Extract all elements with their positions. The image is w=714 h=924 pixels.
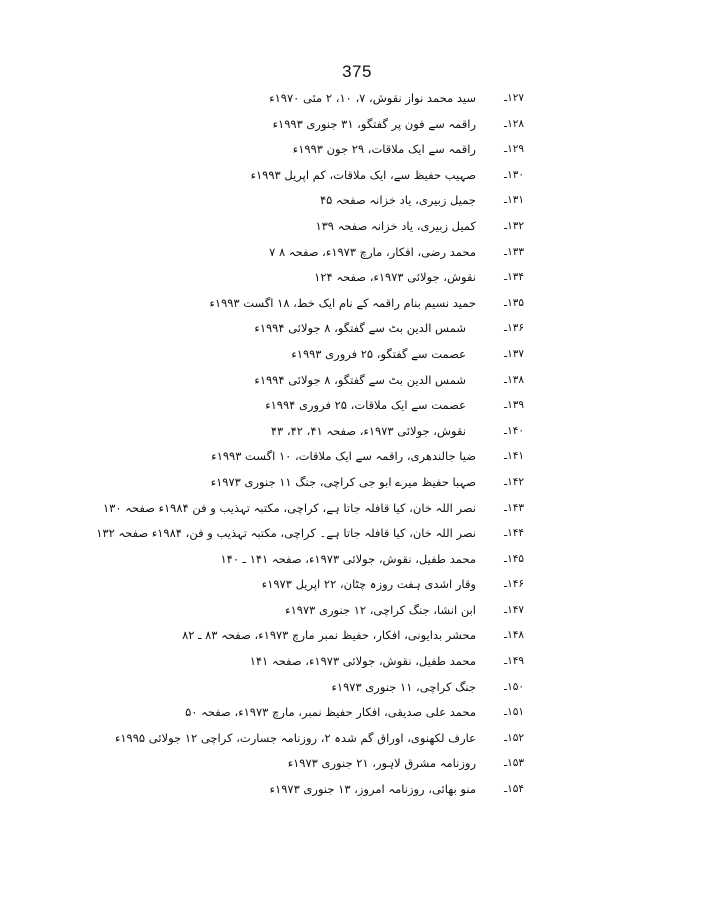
endnote-153 [200,751,530,777]
endnote-text: حمید نسیم بنام راقمہ کے نام ایک خط، ۱۸ اگست ۱۹۹۳ء [209,295,476,310]
endnotes-list [96,86,530,803]
endnote-text: نصر اللہ خان، کیا قافلہ جاتا ہے۔ کراچی، مکتبہ تہذیب و فن، ۱۹۸۴ء صفحہ ۱۳۲ [96,526,476,541]
endnote-text: روزنامہ مشرق لاہور، ۲۱ جنوری ۱۹۷۳ء [287,756,476,771]
endnote-number: ۱۳۸ـ [504,373,524,386]
endnote-number: ۱۲۸ـ [504,117,524,130]
endnote-number: ۱۴۴ـ [504,527,524,540]
endnote-142 [200,470,530,496]
endnote-number: ۱۳۴ـ [504,271,524,284]
endnote-text: نقوش، جولائی ۱۹۷۳ء، صفحہ ۱۲۴ [314,270,476,285]
endnote-number: ۱۴۰ـ [504,424,524,437]
endnote-143 [103,496,530,522]
endnote-number: ۱۳۶ـ [504,322,524,335]
endnote-text: منو بھائی، روزنامہ امروز، ۱۳ جنوری ۱۹۷۳ء [269,782,476,797]
endnote-text: محشر بدایونی، افکار، حفیظ نمبر مارچ ۱۹۷۳ء، صفحہ ۸۳ ـ ۸۲ [182,628,476,643]
endnote-138 [200,368,530,394]
endnote-130 [200,163,530,189]
endnote-number: ۱۲۹ـ [504,143,524,156]
endnote-127 [200,86,530,112]
endnote-text: سید محمد نواز نقوش، ۷، ۱۰، ۲ مئی ۱۹۷۰ء [269,91,476,105]
endnote-text: شمس الدین بٹ سے گفتگو، ۸ جولائی ۱۹۹۴ء [254,321,466,336]
endnote-141 [200,444,530,470]
endnote-134 [200,265,530,291]
endnote-text: محمد علی صدیقی، افکار حفیظ نمبر، مارچ ۱۹۷۳ء، صفحہ ۵۰ [185,705,476,720]
endnote-number: ۱۵۲ـ [504,731,524,744]
endnote-number: ۱۴۲ـ [504,475,524,488]
endnote-number: ۱۴۸ـ [504,629,524,642]
endnote-number: ۱۳۵ـ [504,296,524,309]
endnote-number: ۱۳۹ـ [504,399,524,412]
endnote-number: ۱۴۱ـ [504,450,524,463]
endnote-140 [200,419,530,445]
endnote-text: کمیل زبیری، یاد خزانہ صفحہ ۱۳۹ [315,218,476,233]
endnote-number: ۱۵۴ـ [504,783,524,796]
endnote-number: ۱۲۷ـ [504,92,524,104]
endnote-128 [200,112,530,138]
endnote-text: ضیا جالندھری، راقمہ سے ایک ملاقات، ۱۰ اگست ۱۹۹۳ء [211,449,476,464]
endnote-text: جنگ کراچی، ۱۱ جنوری ۱۹۷۳ء [331,679,476,694]
endnote-number: ۱۴۹ـ [504,655,524,668]
endnote-text: عصمت سے ایک ملاقات، ۲۵ فروری ۱۹۹۴ء [265,398,466,413]
endnote-135 [200,291,530,317]
endnote-number: ۱۴۷ـ [504,603,524,616]
endnote-148 [182,623,530,649]
endnote-text: عصمت سے گفتگو، ۲۵ فروری ۱۹۹۳ء [291,346,466,361]
endnote-149 [200,649,530,675]
endnote-text: وقار اشدی ہفت روزہ چٹان، ۲۲ اپریل ۱۹۷۳ء [261,577,476,592]
endnote-151 [185,700,530,726]
endnote-text: عارف لکھنوی، اوراق گم شدہ ۲، روزنامہ جسارت، کراچی ۱۲ جولائی ۱۹۹۵ء [114,730,476,745]
endnote-number: ۱۳۳ـ [504,245,524,258]
endnote-text: صہیب حفیظ سے، ایک ملاقات، کم اپریل ۱۹۹۳ء [250,167,476,182]
endnote-text: نقوش، جولائی ۱۹۷۳ء، صفحہ ۴۱، ۴۲، ۴۳ [270,423,466,438]
endnote-129 [200,137,530,163]
endnote-text: راقمہ سے فون پر گفتگو، ۳۱ جنوری ۱۹۹۳ء [272,116,476,131]
endnote-133 [200,240,530,266]
endnote-137 [200,342,530,368]
endnote-number: ۱۳۷ـ [504,347,524,360]
endnote-132 [200,214,530,240]
endnote-text: محمد طفیل، نقوش، جولائی ۱۹۷۳ء، صفحہ ۱۴۱ [249,654,476,669]
endnote-145 [200,547,530,573]
endnote-154 [200,777,530,803]
endnote-136 [200,316,530,342]
endnote-number: ۱۳۱ـ [504,194,524,207]
endnote-text: ابن انشا، جنگ کراچی، ۱۲ جنوری ۱۹۷۳ء [285,602,476,617]
page-number: 375 [342,62,372,81]
endnote-text: محمد رضی، افکار، مارچ ۱۹۷۳ء، صفحہ ۸ ۷ [269,244,476,259]
endnote-text: محمد طفیل، نقوش، جولائی ۱۹۷۳ء، صفحہ ۱۴۱ ـ ۱۴۰ [220,551,476,566]
endnote-number: ۱۴۳ـ [504,501,524,514]
endnote-131 [200,188,530,214]
endnote-144 [96,521,530,547]
endnote-text: نصر اللہ خان، کیا قافلہ جاتا ہے، کراچی، مکتبہ تہذیب و فن ۱۹۸۴ء صفحہ ۱۳۰ [103,500,476,515]
endnote-text: جمیل زبیری، یاد خزانہ صفحہ ۴۵ [319,193,476,208]
endnote-number: ۱۴۵ـ [504,552,524,565]
endnote-number: ۱۵۰ـ [504,680,524,693]
endnote-number: ۱۵۱ـ [504,706,524,719]
endnote-147 [200,598,530,624]
endnote-139 [200,393,530,419]
endnote-number: ۱۵۳ـ [504,757,524,770]
endnote-text: راقمہ سے ایک ملاقات، ۲۹ جون ۱۹۹۳ء [292,142,476,157]
endnote-150 [200,675,530,701]
endnote-text: شمس الدین بٹ سے گفتگو، ۸ جولائی ۱۹۹۴ء [254,372,466,387]
endnote-number: ۱۴۶ـ [504,578,524,591]
endnote-146 [200,572,530,598]
endnote-152 [114,726,530,752]
endnote-text: صہبا حفیظ میرے ابو جی کراچی، جنگ ۱۱ جنوری ۱۹۷۳ء [210,474,476,489]
endnote-number: ۱۳۰ـ [504,168,524,181]
endnote-number: ۱۳۲ـ [504,219,524,232]
